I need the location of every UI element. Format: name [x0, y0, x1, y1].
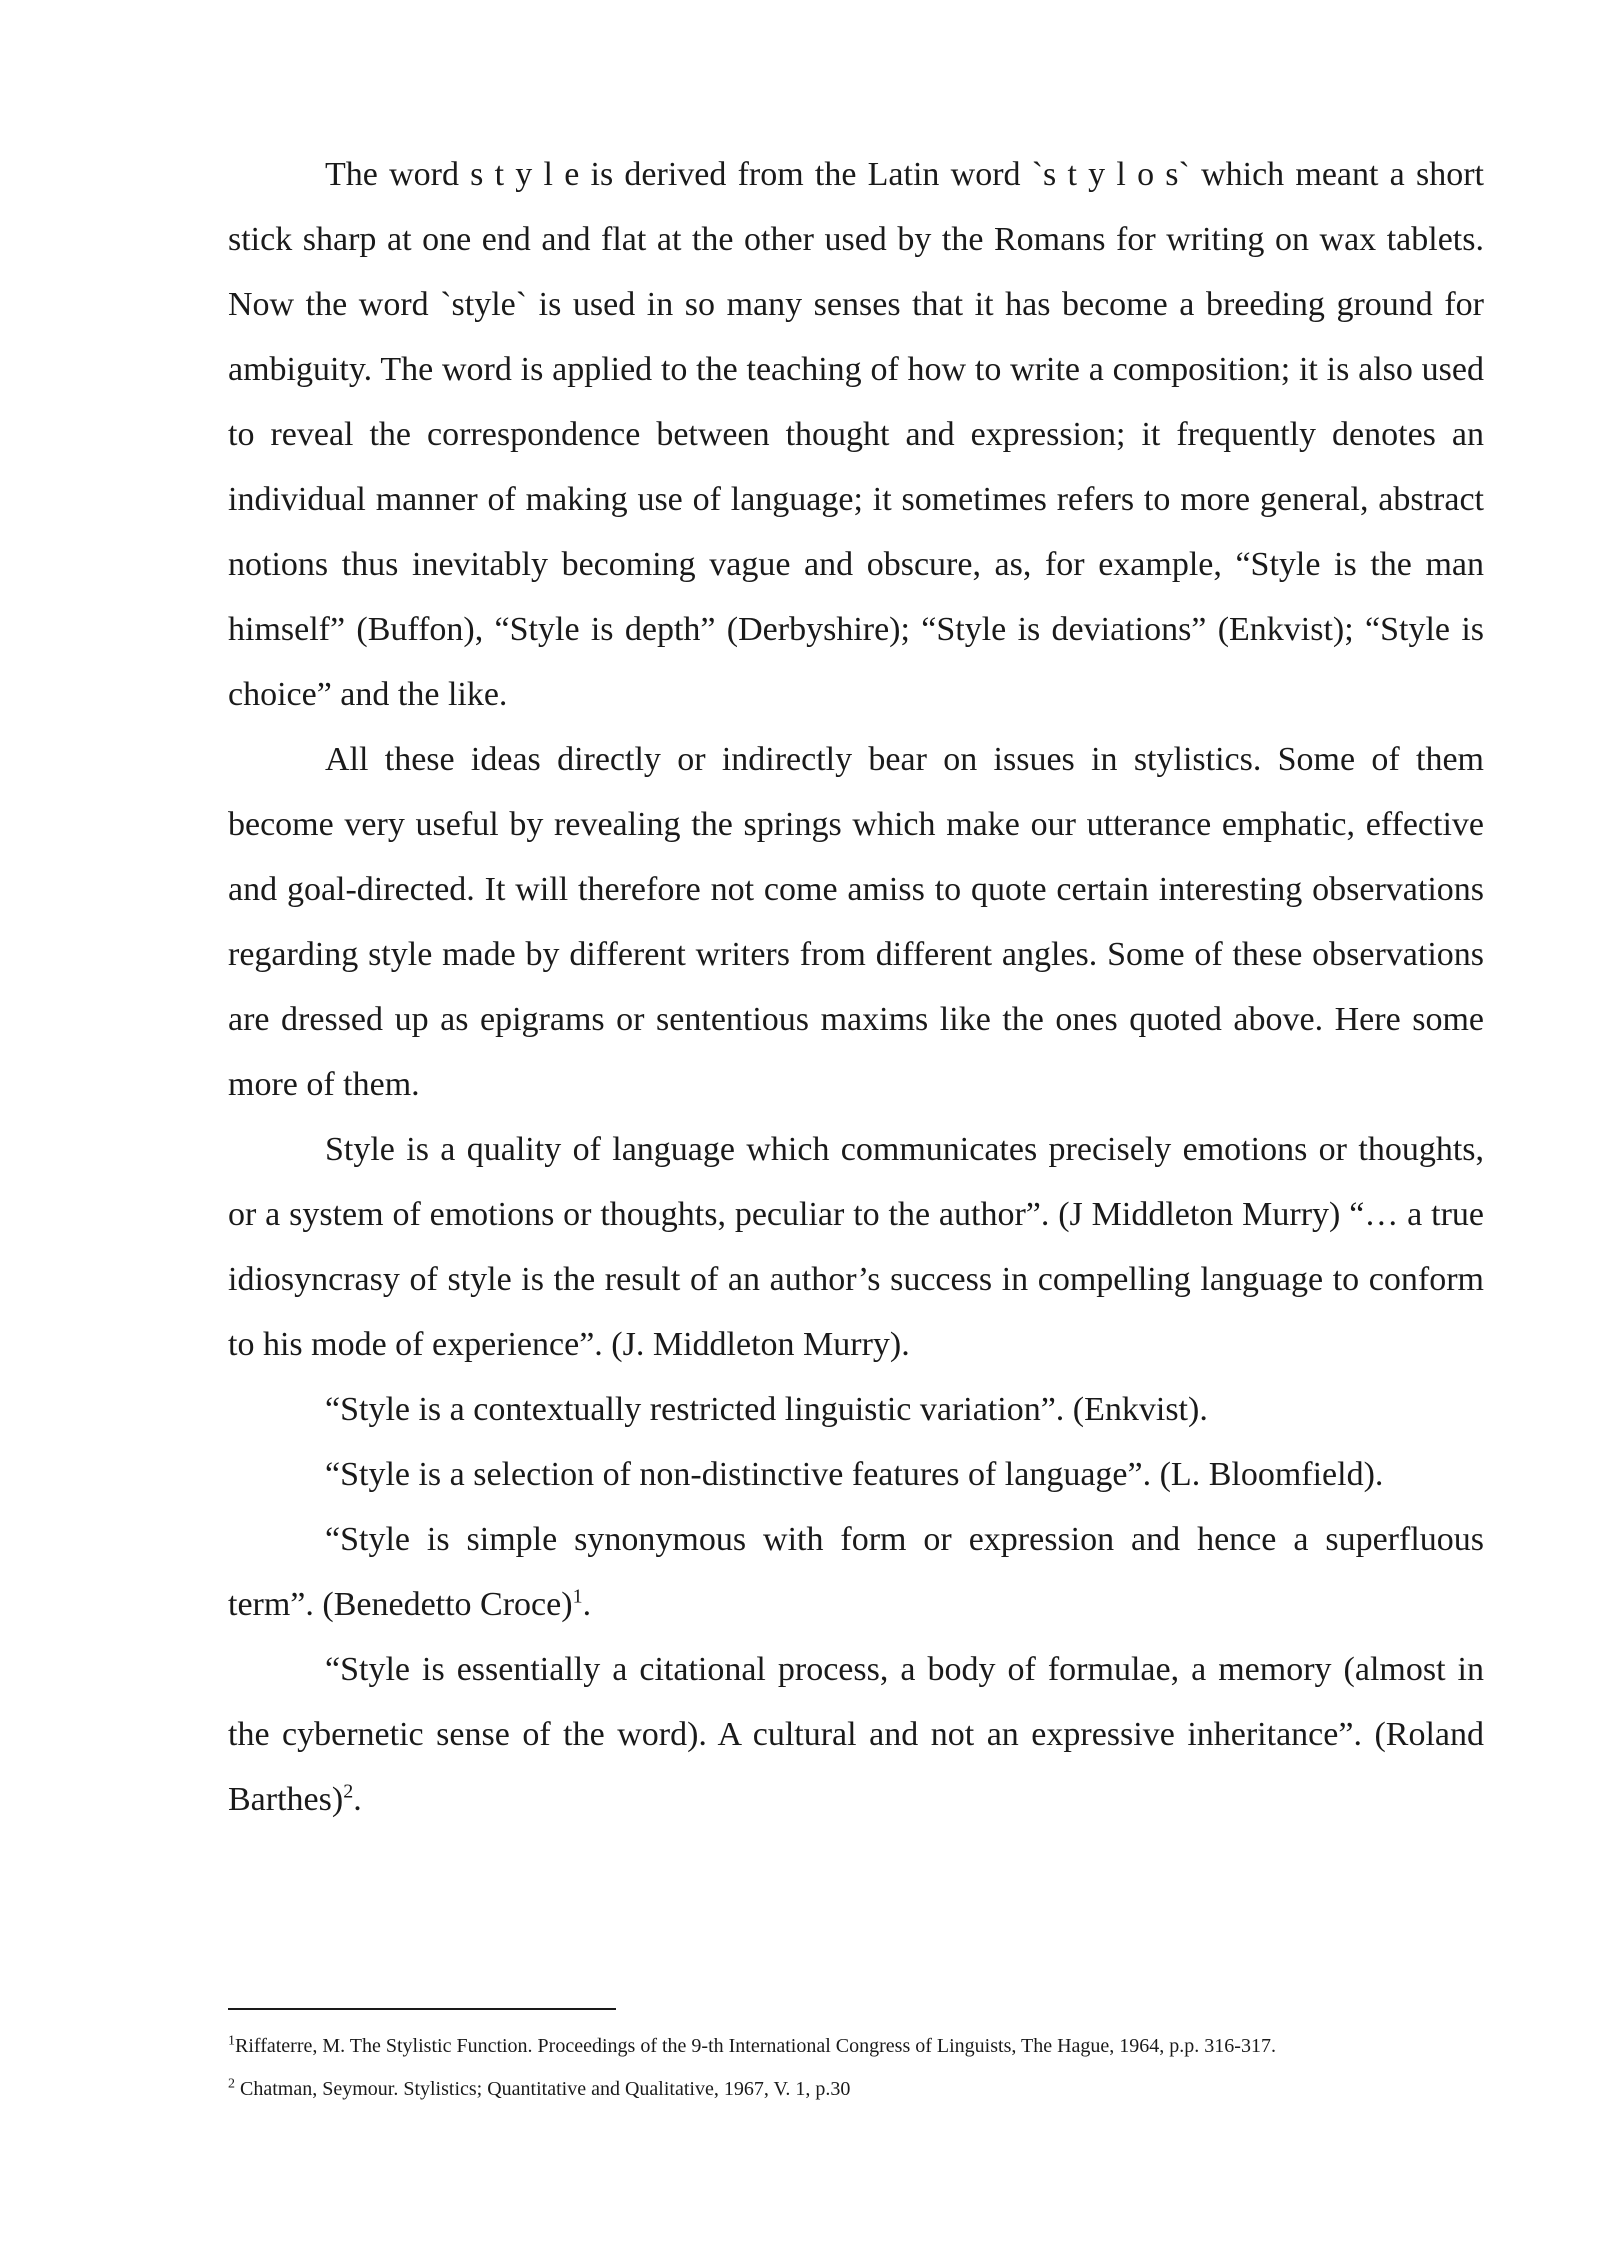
footnote-text: Riffaterre, M. The Stylistic Function. Proceedings of the 9-th International Congress of Linguists, The Hague, 1964, p.p. 316-317.: [235, 2035, 1276, 2057]
paragraph-stylistics-ideas: [228, 727, 1484, 1117]
quote-bloomfield: [228, 1442, 1484, 1507]
footnote-separator: [228, 2008, 616, 2010]
paragraph-text: The word s t y l e is derived from the Latin word `s t y l o s` which meant a short stick sharp at one end and flat at the other used by the Romans for writing on wax tablets. Now the word `style` is used in so many senses that it has become a breeding ground for ambiguity. The word is applied to the teaching of how to write a composition; it is also used to reveal the correspondence between thought and expression; it frequently denotes an individual manner of making use of language; it sometimes refers to more general, abstract notions thus inevitably becoming vague and obscure, as, for example, “Style is the man himself” (Buffon), “Style is depth” (Derbyshire); “Style is deviations” (Enkvist); “Style is choice” and the like.: [228, 156, 1484, 713]
paragraph-text: “Style is a selection of non-distinctive features of language”. (L. Bloomfield).: [325, 1456, 1384, 1493]
footnote-2: [228, 2075, 1484, 2103]
paragraph-style-etymology: [228, 142, 1484, 727]
footnote-reference[interactable]: 1: [572, 1585, 583, 1608]
quote-middleton-murry: [228, 1117, 1484, 1377]
footnote-1: [228, 2032, 1484, 2060]
footnote-number: 2: [228, 2076, 235, 2092]
paragraph-text: “Style is essentially a citational process, a body of formulae, a memory (almost in the cybernetic sense of the word). A cultural and not an expressive inheritance”. (Roland Barthes): [228, 1651, 1484, 1818]
quote-barthes: [228, 1637, 1484, 1832]
paragraph-text: All these ideas directly or indirectly bear on issues in stylistics. Some of them become very useful by revealing the springs which make our utterance emphatic, effective and goal-directed. It will therefore not come amiss to quote certain interesting observations regarding style made by different writers from different angles. Some of these observations are dressed up as epigrams or sententious maxims like the ones quoted above. Here some more of them.: [228, 741, 1484, 1103]
quote-croce: [228, 1507, 1484, 1637]
quote-enkvist: [228, 1377, 1484, 1442]
document-body: [228, 142, 1484, 1832]
paragraph-text: “Style is simple synonymous with form or expression and hence a superfluous term”. (Benedetto Croce): [228, 1521, 1484, 1623]
paragraph-text: “Style is a contextually restricted linguistic variation”. (Enkvist).: [325, 1391, 1208, 1428]
paragraph-text-end: .: [353, 1781, 362, 1818]
footnote-reference[interactable]: 2: [343, 1780, 354, 1803]
footnote-number: 1: [228, 2033, 235, 2049]
paragraph-text: Style is a quality of language which communicates precisely emotions or thoughts, or a system of emotions or thoughts, peculiar to the author”. (J Middleton Murry) “… a true idiosyncrasy of style is the result of an author’s success in compelling language to conform to his mode of experience”. (J. Middleton Murry).: [228, 1131, 1484, 1363]
footnote-text: Chatman, Seymour. Stylistics; Quantitative and Qualitative, 1967, V. 1, p.30: [235, 2078, 851, 2100]
footnotes-section: [228, 2008, 1484, 2118]
paragraph-text-end: .: [582, 1586, 592, 1623]
